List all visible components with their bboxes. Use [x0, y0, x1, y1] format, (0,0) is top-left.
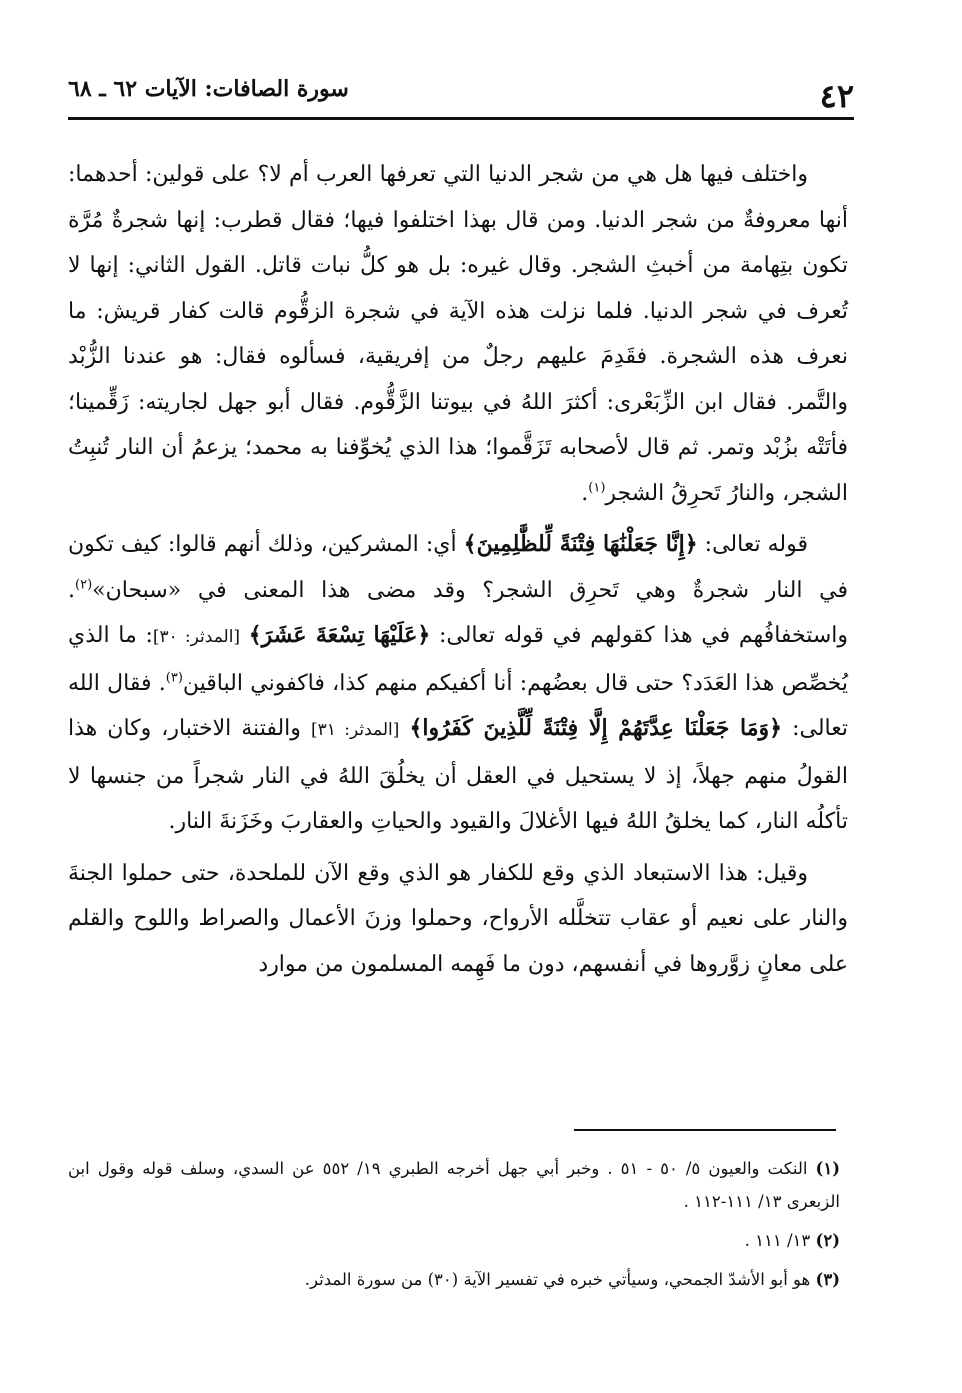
paragraph-2	[68, 522, 848, 845]
paragraph-3-text: وقيل: هذا الاستبعاد الذي وقع للكفار هو الذي وقع الآن للملحدة، حتى حملوا الجنةَ والنار على نعيم أو عقاب تتخلَّله الأرواح، وحملوا وزنَ الأعمال والصراط واللوح والقلم على معانٍ زوَّروها في أنفسهم، دون ما فَهِمه المسلمون من موارد	[68, 860, 848, 977]
footnote-ref-3[interactable]: (٣)	[165, 670, 183, 686]
footnote-3-number: (٣)	[815, 1270, 840, 1289]
paragraph-1: واختلف فيها هل هي من شجر الدنيا التي تعرفها العرب أم لا؟ على قولين: أحدهما: أنها معروفةٌ من شجر الدنيا. ومن قال بهذا اختلفوا فيها؛ فقال قطرب: إنها شجرةٌ مُرَّة تكون بتِهامة من أخبثِ الشجر. وقال غيره: بل هو كلُّ نبات قاتل. القول الثاني: إنها لا تُعرف في شجر الدنيا. فلما نزلت هذه الآية في شجرة الزقُّوم قالت كفار قريش: ما نعرف هذه الشجرة. فقَدِمَ عليهم رجلٌ من إفريقية، فسألوه فقال: هو عندنا الزُّبْد والتَّمر. فقال ابن الزِّبَعْرى: أكثرَ اللهُ في بيوتنا الزَّقُّوم. فقال أبو جهل لجاريته: زَقِّمينا؛ فأتَتْه بزُبْد وتمر. ثم قال لأصحابه تَزَقَّموا؛ هذا الذي يُخوِّفنا به محمد؛ يزعمُ أن النار تُنبِتُ الشجر، والنارُ تَحرِقُ الشجر$^{(١)}$.	[68, 162, 848, 506]
paragraph-2-text-d: : ما الذي يُخصِّص هذا العَدَد؟ حتى قال بعضُهم: أنا أكفيكم منهم كذا، فاكفوني الباقين	[68, 623, 848, 696]
footnote-3	[68, 1263, 840, 1296]
footnote-ref-2[interactable]: (٢)	[75, 577, 93, 593]
footnotes	[68, 1152, 840, 1302]
paragraph-3	[68, 851, 848, 988]
footnote-separator	[574, 1129, 836, 1131]
footnote-2	[68, 1224, 840, 1257]
footnote-3-text: هو أبو الأشدّ الجمحي، وسيأتي خبره في تفسير الآية (٣٠) من سورة المدثر.	[304, 1270, 811, 1289]
footnote-1	[68, 1152, 840, 1218]
main-text	[68, 152, 848, 993]
paragraph-2-text-b: أي: المشركين، وذلك أنهم قالوا: كيف تكون في النار شجرةٌ وهي تَحرِق الشجر؟ وقد مضى هذا المعنى في «سبحان»	[68, 532, 848, 603]
paragraph-2-text-e: . فقال الله تعالى:	[68, 670, 848, 741]
footnote-2-number: (٢)	[815, 1231, 840, 1250]
paragraph-1-text: واختلف فيها هل هي من شجر الدنيا التي تعرفها العرب أم لا؟ على قولين: أحدهما: أنها معروفةٌ من شجر الدنيا. ومن قال بهذا اختلفوا فيها؛ فقال قطرب: إنها شجرةٌ مُرَّة تكون بتِهامة من أخبثِ الشجر. وقال غيره: بل هو كلُّ نبات قاتل. القول الثاني: إنها لا تُعرف في شجر الدنيا. فلما نزلت هذه الآية في شجرة الزقُّوم قالت كفار قريش: ما نعرف هذه الشجرة. فقَدِمَ عليهم رجلٌ من إفريقية، فسألوه فقال: هو عندنا الزُّبْد والتَّمر. فقال ابن الزِّبَعْرى: أكثرَ اللهُ في بيوتنا الزَّقُّوم. فقال أبو جهل لجاريته: زَقِّمينا؛ فأتَتْه بزُبْد وتمر. ثم قال لأصحابه تَزَقَّموا؛ هذا الذي يُخوِّفنا به محمد؛ يزعمُ أن النار تُنبِتُ الشجر، والنارُ تَحرِقُ الشجر	[68, 162, 848, 506]
footnote-ref-1[interactable]: (١)	[588, 480, 606, 496]
paragraph-2-text-c: . واستخفافُهم في هذا كقولهم في قوله تعالى:	[68, 577, 849, 648]
surah-reference-2: [المدثر: ٣١]	[310, 720, 400, 740]
header-rule	[68, 117, 854, 120]
surah-reference-1: [المدثر: ٣٠]	[152, 627, 241, 647]
footnote-1-text: النكت والعيون ٥/ ٥٠ - ٥١ . وخبر أبي جهل أخرجه الطبري ١٩/ ٥٥٢ عن السدي، وسلف قوله وقول ابن الزبعرى ١٣/ ١١١-١١٢ .	[68, 1159, 840, 1211]
paragraph-2-text-f: والفتنة الاختبار، وكان هذا القولُ منهم جهلاً، إذ لا يستحيل في العقل أن يخلُقَ اللهُ في النار شجراً من جنسها لا تأكلُه النار، كما يخلقُ اللهُ فيها الأغلالَ والقيود والحياتِ والعقاربَ وخَزَنةَ النار.	[68, 716, 848, 834]
footnote-1-number: (١)	[815, 1159, 840, 1178]
quran-verse-2: ﴿عَلَيْهَا تِسْعَةَ عَشَرَ﴾	[248, 622, 431, 648]
paragraph-2-text-a: قوله تعالى:	[704, 532, 809, 557]
running-title: سورة الصافات: الآيات ٦٢ ـ ٦٨	[68, 76, 349, 102]
footnote-2-text: ١٣/ ١١١ .	[744, 1231, 811, 1250]
page-header	[68, 68, 854, 120]
page-number: ٤٢	[819, 77, 854, 115]
quran-verse-3: ﴿وَمَا جَعَلْنَا عِدَّتَهُمْ إِلَّا فِتْنَةً لِّلَّذِينَ كَفَرُوا﴾	[409, 715, 783, 741]
quran-verse-1: ﴿إِنَّا جَعَلْنَٰهَا فِتْنَةً لِّلظَّٰلِمِينَ﴾	[463, 531, 698, 557]
